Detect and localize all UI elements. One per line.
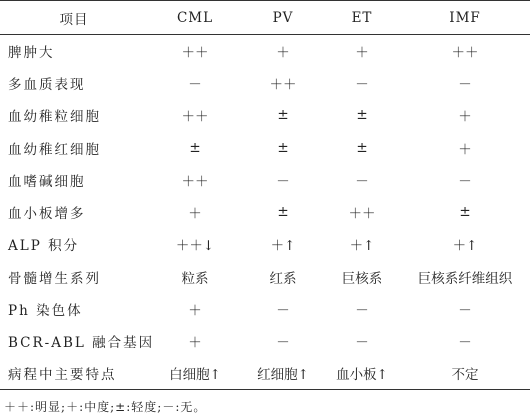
table-row bbox=[0, 164, 530, 196]
row-label: 骨髓增生系列 bbox=[8, 270, 101, 287]
row-label: BCR-ABL 融合基因 bbox=[8, 335, 155, 352]
table-cell: － bbox=[458, 303, 472, 320]
table-cell: ＋＋ bbox=[451, 44, 479, 61]
table-cell: ＋ bbox=[188, 206, 202, 223]
table-cell: ＋＋ bbox=[181, 173, 209, 190]
row-label: 病程中主要特点 bbox=[0, 357, 148, 389]
table-cell: ± bbox=[459, 204, 471, 221]
row-label: ALP 积分 bbox=[8, 238, 80, 255]
row-label: 脾肿大 bbox=[8, 44, 55, 61]
table-cell: ± bbox=[189, 139, 201, 156]
row-label: 血嗜碱细胞 bbox=[8, 173, 86, 190]
row-label: 血幼稚粒细胞 bbox=[8, 109, 101, 126]
table-row bbox=[0, 228, 530, 260]
table-cell: ＋＋ bbox=[181, 109, 209, 126]
table-cell: － bbox=[355, 303, 369, 320]
table-cell: 红系 bbox=[269, 270, 297, 287]
table-row bbox=[0, 35, 530, 67]
table-row bbox=[0, 99, 530, 131]
table-row bbox=[0, 67, 530, 99]
table-row bbox=[0, 357, 530, 389]
table-cell: ＋↑ bbox=[270, 238, 296, 255]
table-cell: 巨核系 bbox=[341, 270, 383, 287]
row-label: 多血质表现 bbox=[8, 76, 86, 93]
table-cell: ± bbox=[277, 204, 289, 221]
table-cell: 血小板↑ bbox=[324, 357, 400, 389]
row-label: 血小板增多 bbox=[8, 206, 86, 223]
table-cell: ＋ bbox=[458, 141, 472, 158]
table-cell: － bbox=[355, 173, 369, 190]
table-cell: ＋＋ bbox=[181, 44, 209, 61]
table-cell: ＋ bbox=[458, 109, 472, 126]
table-cell: ＋ bbox=[276, 44, 290, 61]
table-cell: － bbox=[188, 76, 202, 93]
table-cell: 红细胞↑ bbox=[242, 357, 324, 389]
header-pv: PV bbox=[242, 1, 324, 35]
table-cell: 巨核系纤维组织 bbox=[417, 270, 513, 287]
table-cell: ＋↑ bbox=[452, 238, 478, 255]
table-cell: － bbox=[458, 335, 472, 352]
table-cell: ＋ bbox=[188, 335, 202, 352]
table-cell: ± bbox=[356, 107, 368, 124]
table-row bbox=[0, 325, 530, 357]
table-cell: － bbox=[458, 173, 472, 190]
table-cell: ± bbox=[277, 107, 289, 124]
table-cell: 粒系 bbox=[181, 270, 209, 287]
table-row bbox=[0, 196, 530, 228]
table-cell: ＋ bbox=[355, 44, 369, 61]
header-imf: IMF bbox=[400, 1, 530, 35]
row-label: 血幼稚红细胞 bbox=[8, 141, 101, 158]
footnote: ＋＋:明显;＋:中度;±:轻度;－:无。 bbox=[4, 400, 207, 414]
table-row bbox=[0, 293, 530, 325]
header-item: 项目 bbox=[0, 1, 148, 35]
table-cell: ± bbox=[277, 139, 289, 156]
table-cell: － bbox=[355, 335, 369, 352]
table-cell: － bbox=[458, 76, 472, 93]
table-cell: － bbox=[276, 173, 290, 190]
table-cell: ± bbox=[356, 139, 368, 156]
table-body bbox=[0, 35, 530, 390]
table-cell: ＋↑ bbox=[349, 238, 375, 255]
table-header-row bbox=[0, 1, 530, 35]
table-cell: － bbox=[276, 335, 290, 352]
table-cell: 不定 bbox=[400, 357, 530, 389]
table-cell: － bbox=[276, 303, 290, 320]
table-row bbox=[0, 131, 530, 163]
table-cell: ＋＋ bbox=[269, 76, 297, 93]
table-cell: 白细胞↑ bbox=[148, 357, 242, 389]
header-cml: CML bbox=[148, 1, 242, 35]
table-cell: － bbox=[355, 76, 369, 93]
table-cell: ＋＋ bbox=[348, 206, 376, 223]
header-et: ET bbox=[324, 1, 400, 35]
table-cell: ＋＋↓ bbox=[175, 238, 215, 255]
table-cell: ＋ bbox=[188, 303, 202, 320]
table-row bbox=[0, 261, 530, 293]
row-label: Ph 染色体 bbox=[8, 303, 83, 320]
